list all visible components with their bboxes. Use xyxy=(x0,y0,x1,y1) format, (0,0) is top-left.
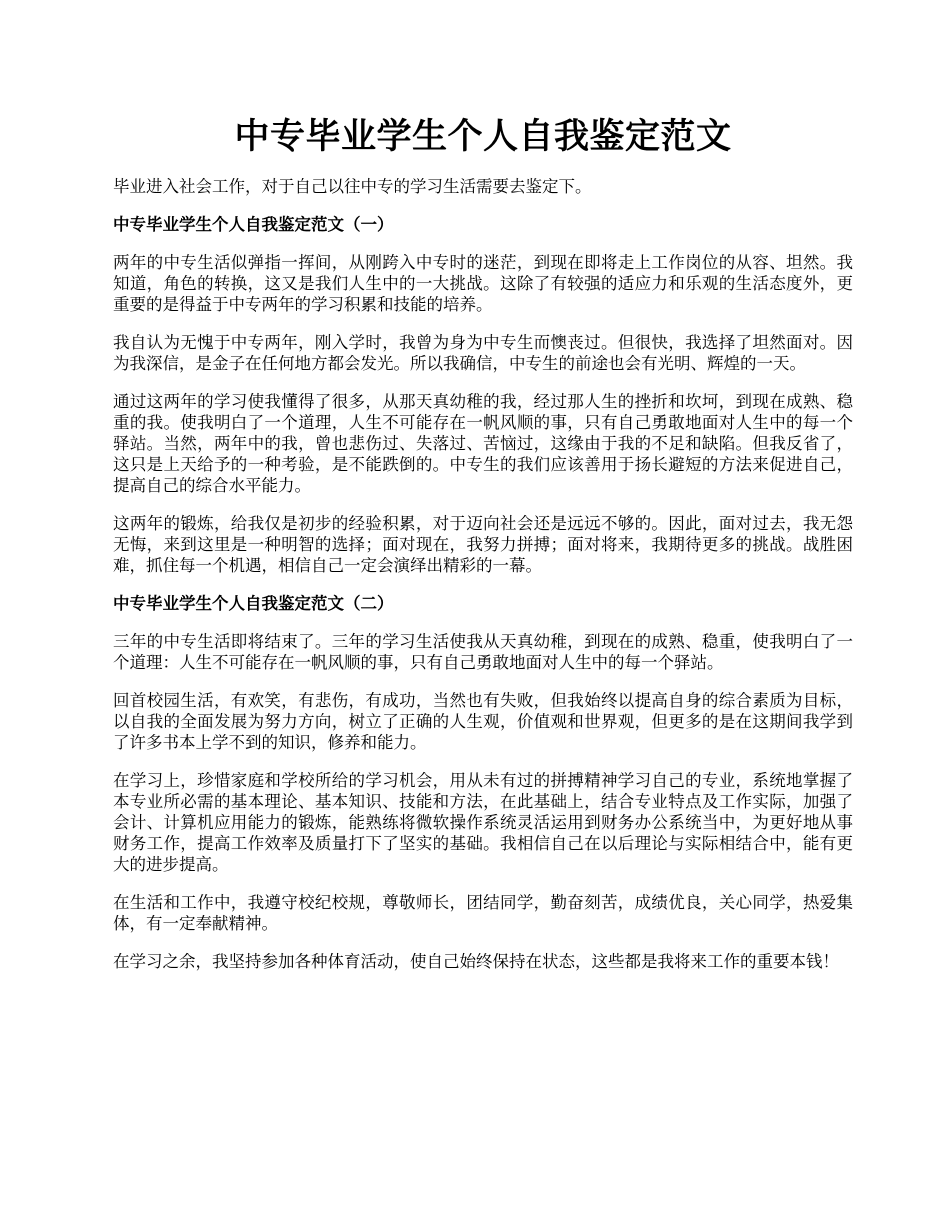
document-page xyxy=(113,112,853,989)
paragraph: 在学习之余，我坚持参加各种体育活动，使自己始终保持在状态，这些都是我将来工作的重要本钱！ xyxy=(113,952,839,971)
section-2 xyxy=(113,593,853,972)
paragraph: 三年的中专生活即将结束了。三年的学习生活使我从天真幼稚，到现在的成熟、稳重，使我明白了一个道理：人生不可能存在一帆风顺的事，只有自己勇敢地面对人生中的每一个驿站。 xyxy=(113,632,853,672)
paragraph: 我自认为无愧于中专两年，刚入学时，我曾为身为中专生而懊丧过。但很快，我选择了坦然面对。因为我深信，是金子在任何地方都会发光。所以我确信，中专生的前途也会有光明、辉煌的一天。 xyxy=(113,333,853,373)
paragraph: 在生活和工作中，我遵守校纪校规，尊敬师长，团结同学，勤奋刻苦，成绩优良，关心同学，热爱集体，有一定奉献精神。 xyxy=(113,893,853,933)
section-heading-2: 中专毕业学生个人自我鉴定范文（二） xyxy=(113,594,394,613)
paragraph: 两年的中专生活似弹指一挥间，从刚跨入中专时的迷茫，到现在即将走上工作岗位的从容、坦然。我知道，角色的转换，这又是我们人生中的一大挑战。这除了有较强的适应力和乐观的生活态度外，更重要的是得益于中专两年的学习积累和技能的培养。 xyxy=(113,253,853,314)
paragraph: 这两年的锻炼，给我仅是初步的经验积累，对于迈向社会还是远远不够的。因此，面对过去，我无怨无悔，来到这里是一种明智的选择；面对现在，我努力拼搏；面对将来，我期待更多的挑战。战胜困难，抓住每一个机遇，相信自己一定会演绎出精彩的一幕。 xyxy=(113,514,853,575)
section-heading-1: 中专毕业学生个人自我鉴定范文（一） xyxy=(113,215,394,234)
intro-paragraph: 毕业进入社会工作，对于自己以往中专的学习生活需要去鉴定下。 xyxy=(113,177,592,196)
paragraph: 回首校园生活，有欢笑，有悲伤，有成功，当然也有失败，但我始终以提高自身的综合素质为目标，以自我的全面发展为努力方向，树立了正确的人生观，价值观和世界观，但更多的是在这期间我学到了许多书本上学不到的知识，修养和能力。 xyxy=(113,691,853,752)
paragraph: 在学习上，珍惜家庭和学校所给的学习机会，用从未有过的拼搏精神学习自己的专业，系统地掌握了本专业所必需的基本理论、基本知识、技能和方法，在此基础上，结合专业特点及工作实际，加强了会计、计算机应用能力的锻炼，能熟练将微软操作系统灵活运用到财务办公系统当中，为更好地从事财务工作，提高工作效率及质量打下了坚实的基础。我相信自己在以后理论与实际相结合中，能有更大的进步提高。 xyxy=(113,771,853,874)
paragraph: 通过这两年的学习使我懂得了很多，从那天真幼稚的我，经过那人生的挫折和坎坷，到现在成熟、稳重的我。使我明白了一个道理，人生不可能存在一帆风顺的事，只有自己勇敢地面对人生中的每一个驿站。当然，两年中的我，曾也悲伤过、失落过、苦恼过，这缘由于我的不足和缺陷。但我反省了，这只是上天给予的一种考验，是不能跌倒的。中专生的我们应该善用于扬长避短的方法来促进自己，提高自己的综合水平能力。 xyxy=(113,392,853,495)
section-1 xyxy=(113,214,853,576)
page-title: 中专毕业学生个人自我鉴定范文 xyxy=(234,116,732,157)
